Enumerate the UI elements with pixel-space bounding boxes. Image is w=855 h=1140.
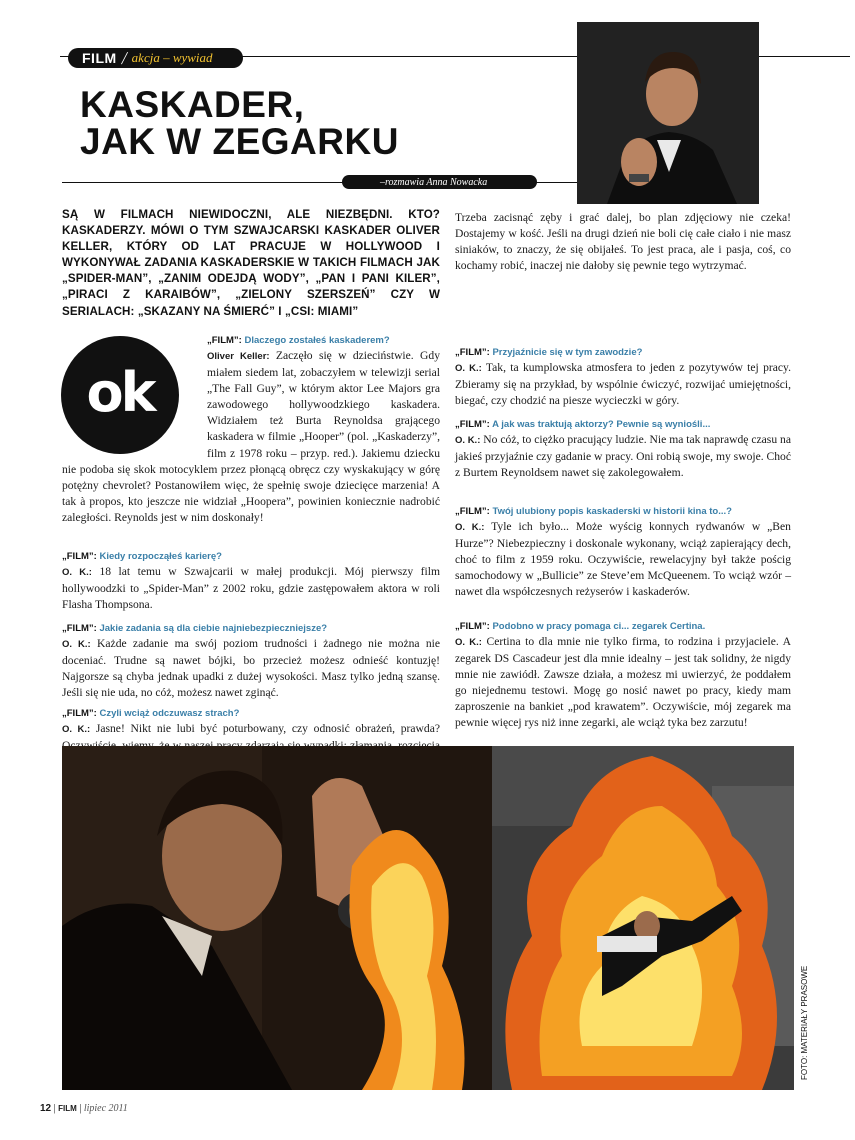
answer: O. K.: Tak, ta kumplowska atmosfera to jeden z pozytywów tej pracy. Zbieramy się na przykład, by wspólnie ćwiczyć, rozwijać umiejętności, biegać, czy chodzić na piesze wycieczki w góry. <box>455 361 791 408</box>
photo-man-with-fire <box>62 746 492 1090</box>
qa-block-7 <box>455 505 791 600</box>
issue-date: lipiec 2011 <box>83 1103 128 1114</box>
question: „FILM”: Dlaczego zostałeś kaskaderem? <box>207 335 390 346</box>
question: „FILM”: Przyjaźnicie się w tym zawodzie? <box>455 347 643 358</box>
answer-start: O. K.: Jasne! Nikt nie lubi być poturbowany, czy odnosić obrażeń, prawda? <box>62 722 440 735</box>
lead-paragraph: SĄ W FILMACH NIEWIDOCZNI, ALE NIEZBĘDNI. KTO? KASKADERZY. MÓWI O TYM SZWAJCARSKI KASKADER OLIVER KELLER, KTÓRY OD LAT PRACUJE W HOLLYWOOD I WYKONYWAŁ ZADANIA KASKADERSKIE W TAKICH FILMACH JAK „SPIDER-MAN”, „ZANIM ODEJDĄ WODY”, „PAN I PANI KILER”, „PIRACI Z KARAIBÓW”, „ZIELONY SZERSZEŃ” CZY W SERIALACH: „SKAZANY NA ŚMIERĆ” I „CSI: MIAMI” <box>62 208 440 318</box>
subsection-label: akcja – wywiad <box>131 50 213 65</box>
logo-wrap-spacer <box>62 348 207 460</box>
ok-logo-text: ok <box>86 360 154 424</box>
qa-block-3 <box>62 622 440 701</box>
qa-block-8 <box>455 620 791 732</box>
question: „FILM”: Czyli wciąż odczuwasz strach? <box>62 708 240 719</box>
photo-credit: FOTO: MATERIAŁY PRASOWE <box>800 965 809 1080</box>
byline: –rozmawia Anna Nowacka <box>342 175 537 189</box>
section-label: FILM <box>82 50 117 66</box>
answer: Oliver Keller: Zaczęło się w dzieciństwie. Gdy miałem siedem lat, zobaczyłem w telewizji serial „The Fall Guy”, w którym aktor Lee Majors gra zawodowego hollywoodzkiego kaskadera. Widziałem też Burta Reynoldsa grającego kaskadera w filmie „Hooper” (pol. „Kaskaderzy”, film z 1978 roku – przyp. red.). Jakiemu dziecku nie podoba się skok motocyklem przez płonącą obręcz czy wyskakujący w górę potężny chevrolet? Postanowiłem więc, że spełnię swoje dziecięce marzenia! A tak à propos, kto jeszcze nie widział „Hoopera”, powinien koniecznie nadrobić zaległości. Reynolds jest w nim doskonały! <box>62 349 441 524</box>
section-slash: / <box>119 47 129 68</box>
magazine-name: FILM <box>58 1104 77 1113</box>
qa-block-1 <box>207 334 440 348</box>
answer: O. K.: 18 lat temu w Szwajcarii w małej produkcji. Mój pierwszy film hollywoodzki to „Spider-Man” z 2002 roku, gdzie zastępowałem aktora w roli Flasha Thompsona. <box>62 565 440 612</box>
question: „FILM”: Kiedy rozpocząłeś karierę? <box>62 551 222 562</box>
answer: O. K.: Tyle ich było... Może wyścig konnych rydwanów w „Ben Hurze”? Niebezpieczny i doskonale wykonany, wciąż zapierający dech, choć to film z 1959 roku. Oczywiście, rewelacyjny był także pościg samochodowy w „Bullicie” ze Steve’em McQueenem. To wciąż wzór – nawet dla współczesnych reżyserów i kaskaderów. <box>455 520 791 599</box>
question: „FILM”: Podobno w pracy pomaga ci... zegarek Certina. <box>455 621 706 632</box>
photo-stuntman-in-fire <box>492 746 794 1090</box>
page-number: 12 <box>40 1103 52 1114</box>
article-title: KASKADER, JAK W ZEGARKU <box>80 84 399 162</box>
answer: O. K.: Każde zadanie ma swój poziom trudności i żadnego nie można nie doceniać. Trudne są nawet bójki, bo przecież możesz odnieść kontuzję! Najgorsze są chyba jednak upadki z dużej wysokości. Masz tylko jedną szansę. Jeśli się nie uda, no cóż, możesz nawet zginąć. <box>62 637 440 700</box>
portrait-photo <box>577 22 759 204</box>
qa-block-5 <box>455 346 791 409</box>
answer: O. K.: Certina to dla mnie nie tylko firma, to rodzina i przyjaciele. A zegarek DS Cascadeur jest dla mnie idealny – jest tak solidny, że nigdy mnie nie zawiódł. Zawsze działa, a możesz mi uwierzyć, że poddałem go niejednemu testowi. Mogę go nosić nawet po pracy, kiedy mam zaproszenie na bankiet „pod krawatem”. Oczywiście, mój zegarek ma pewnie więcej rys niż inne zegarki, ale wciąż tyka bez zarzutu! <box>455 635 791 730</box>
answer: O. K.: No cóż, to ciężko pracujący ludzie. Nie ma tak naprawdę czasu na jakieś przyjaźnie czy gadanie w pracy. Oni robią swoje, my swoje. Choć z Burtem Reynoldsem nawet się zakolegowałem. <box>455 433 791 480</box>
question: „FILM”: A jak was traktują aktorzy? Pewnie są wyniośli... <box>455 419 711 430</box>
page-footer: 12 | FILM | lipiec 2011 <box>40 1103 128 1114</box>
qa-block-6 <box>455 418 791 481</box>
question: „FILM”: Jakie zadania są dla ciebie najniebezpieczniejsze? <box>62 623 328 634</box>
section-tag <box>68 48 243 68</box>
qa-block-2 <box>62 550 440 613</box>
question: „FILM”: Twój ulubiony popis kaskaderski w historii kina to...? <box>455 506 732 517</box>
answer-continuation: Trzeba zacisnąć zęby i grać dalej, bo plan zdjęciowy nie czeka! Dostajemy w kość. Jeśli na drugi dzień nie boli cię całe ciało i nie masz siniaków, to znaczy, że się obijałeś. To jest praca, ale i pasja, coś, co kochamy robić, inaczej nie dałoby się pewnie tego wytrzymać. <box>455 211 791 273</box>
qa-block-4 <box>62 707 440 721</box>
